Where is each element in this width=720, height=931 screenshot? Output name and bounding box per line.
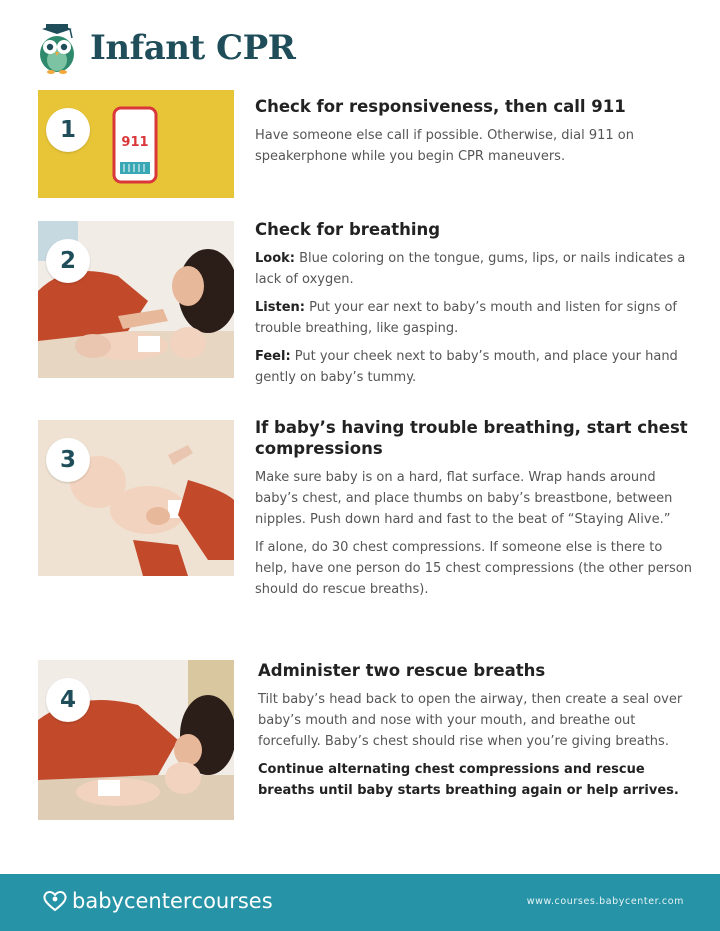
page-header <box>34 18 295 78</box>
step-3-photo <box>38 420 234 576</box>
look-paragraph: Look: Blue coloring on the tongue, gums, lips, or nails indicates a lack of oxygen. <box>255 251 686 287</box>
look-label: Look: <box>255 251 295 266</box>
phone-911-label: 911 <box>121 135 149 150</box>
listen-label: Listen: <box>255 300 305 315</box>
brand-main: babycenter <box>72 889 192 913</box>
step-paragraph: Tilt baby’s head back to open the airway, then create a seal over baby’s mouth and nose with your mouth, and breathe out forcefully. Baby’s chest should rise when you’re giving breaths. <box>258 692 683 749</box>
step-4-text <box>258 660 698 808</box>
feel-label: Feel: <box>255 349 291 364</box>
babycenter-courses-logo <box>42 889 273 913</box>
step-heading: If baby’s having trouble breathing, start chest compressions <box>255 418 688 458</box>
step-heading: Administer two rescue breaths <box>258 661 546 680</box>
step-emphasis: Continue alternating chest compressions and rescue breaths until baby starts breathing again or help arrives. <box>258 762 679 798</box>
feel-paragraph: Feel: Put your cheek next to baby’s mouth, and place your hand gently on baby’s tummy. <box>255 349 678 385</box>
step-2-photo <box>38 221 234 378</box>
brand-suffix: courses <box>191 889 273 913</box>
page-title: Infant CPR <box>90 28 296 68</box>
step-number-badge: 4 <box>46 678 90 722</box>
step-number-badge: 3 <box>46 438 90 482</box>
step-number-badge: 1 <box>46 108 90 152</box>
step-1-panel <box>38 90 234 198</box>
step-heading: Check for breathing <box>255 220 441 239</box>
page-footer <box>0 874 720 931</box>
step-paragraph: Make sure baby is on a hard, flat surface. Wrap hands around baby’s chest, and place thumbs on baby’s breastbone, between nipples. Push down hard and fast to the beat of “Staying Alive.” <box>255 470 673 527</box>
smartphone-icon <box>112 106 158 184</box>
step-heading: Check for responsiveness, then call 911 <box>255 97 626 116</box>
step-3-text <box>255 417 695 607</box>
listen-paragraph: Listen: Put your ear next to baby’s mouth and listen for signs of trouble breathing, like gasping. <box>255 300 677 336</box>
step-1-text <box>255 96 695 174</box>
step-paragraph: Have someone else call if possible. Otherwise, dial 911 on speakerphone while you begin CPR maneuvers. <box>255 128 634 164</box>
owl-logo-icon <box>34 22 80 74</box>
step-4-photo <box>38 660 234 820</box>
step-2-text <box>255 219 695 395</box>
step-number-badge: 2 <box>46 239 90 283</box>
step-paragraph: If alone, do 30 chest compressions. If someone else is there to help, have one person do 15 chest compressions (the other person should do rescue breaths). <box>255 540 693 597</box>
babycenter-heart-icon <box>42 890 68 912</box>
footer-url[interactable]: www.courses.babycenter.com <box>526 896 684 907</box>
